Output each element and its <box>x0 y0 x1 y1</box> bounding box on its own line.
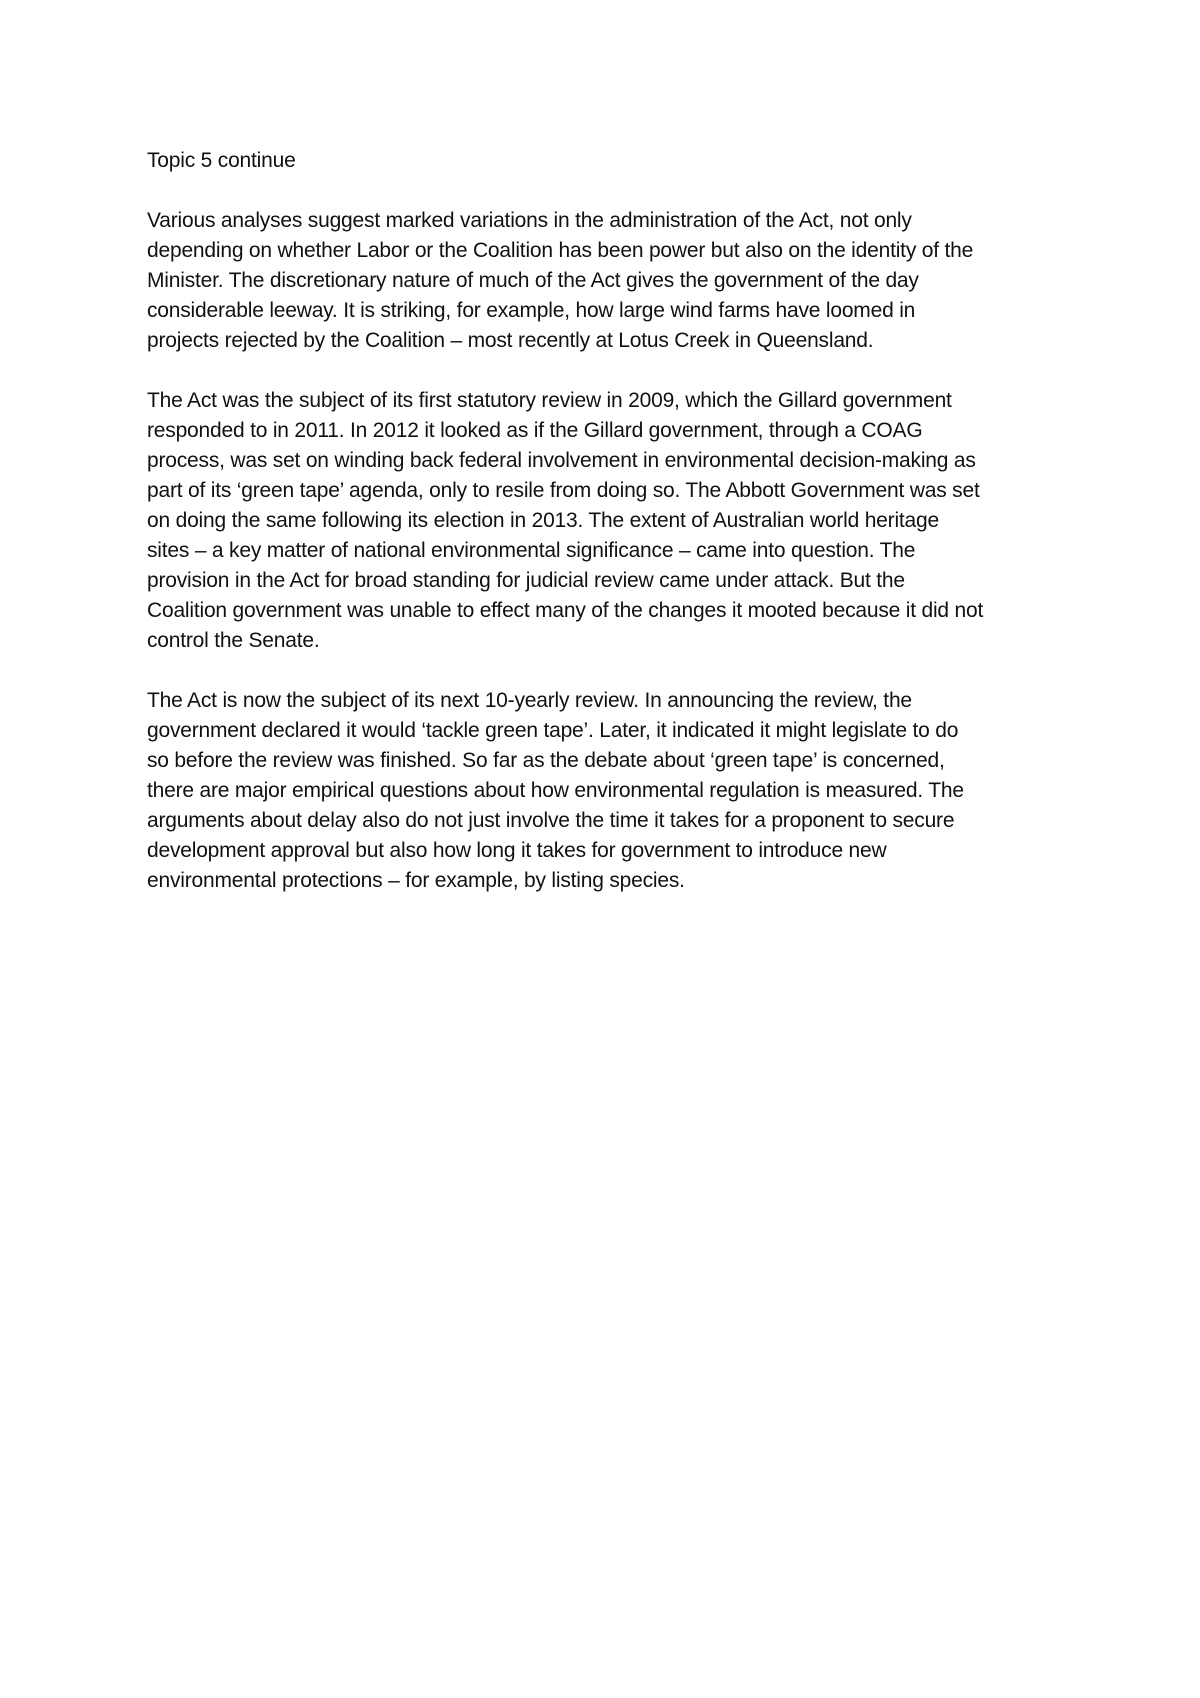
paragraph-line: control the Senate. <box>147 629 320 652</box>
paragraph-line: considerable leeway. It is striking, for example, how large wind farms have loomed in <box>147 299 916 322</box>
paragraph-line: sites – a key matter of national environmental significance – came into question. The <box>147 539 916 562</box>
document-body <box>147 146 1067 926</box>
paragraph-1 <box>147 206 1067 356</box>
paragraph-line: development approval but also how long it takes for government to introduce new <box>147 839 887 862</box>
paragraph-line: there are major empirical questions about how environmental regulation is measured. The <box>147 779 964 802</box>
document-heading: Topic 5 continue <box>147 149 296 172</box>
paragraph-line: The Act was the subject of its first statutory review in 2009, which the Gillard government <box>147 389 952 412</box>
paragraph-line: on doing the same following its election in 2013. The extent of Australian world heritage <box>147 509 939 532</box>
paragraph-line: so before the review was finished. So far as the debate about ‘green tape’ is concerned, <box>147 749 945 772</box>
paragraph-3 <box>147 686 1067 896</box>
paragraph-line: government declared it would ‘tackle green tape’. Later, it indicated it might legislate to do <box>147 719 959 742</box>
paragraph-line: Various analyses suggest marked variations in the administration of the Act, not only <box>147 209 912 232</box>
paragraph-line: responded to in 2011. In 2012 it looked as if the Gillard government, through a COAG <box>147 419 923 442</box>
paragraph-line: depending on whether Labor or the Coalition has been power but also on the identity of the <box>147 239 974 262</box>
paragraph-2 <box>147 386 1067 656</box>
paragraph-line: environmental protections – for example, by listing species. <box>147 869 685 892</box>
paragraph-line: The Act is now the subject of its next 10-yearly review. In announcing the review, the <box>147 689 912 712</box>
paragraph-line: Coalition government was unable to effect many of the changes it mooted because it did not <box>147 599 984 622</box>
paragraph-line: process, was set on winding back federal involvement in environmental decision-making as <box>147 449 976 472</box>
paragraph-line: projects rejected by the Coalition – most recently at Lotus Creek in Queensland. <box>147 329 874 352</box>
paragraph-line: part of its ‘green tape’ agenda, only to resile from doing so. The Abbott Government was set <box>147 479 980 502</box>
paragraph-line: provision in the Act for broad standing for judicial review came under attack. But the <box>147 569 905 592</box>
paragraph-line: Minister. The discretionary nature of much of the Act gives the government of the day <box>147 269 919 292</box>
paragraph-line: arguments about delay also do not just involve the time it takes for a proponent to secure <box>147 809 955 832</box>
